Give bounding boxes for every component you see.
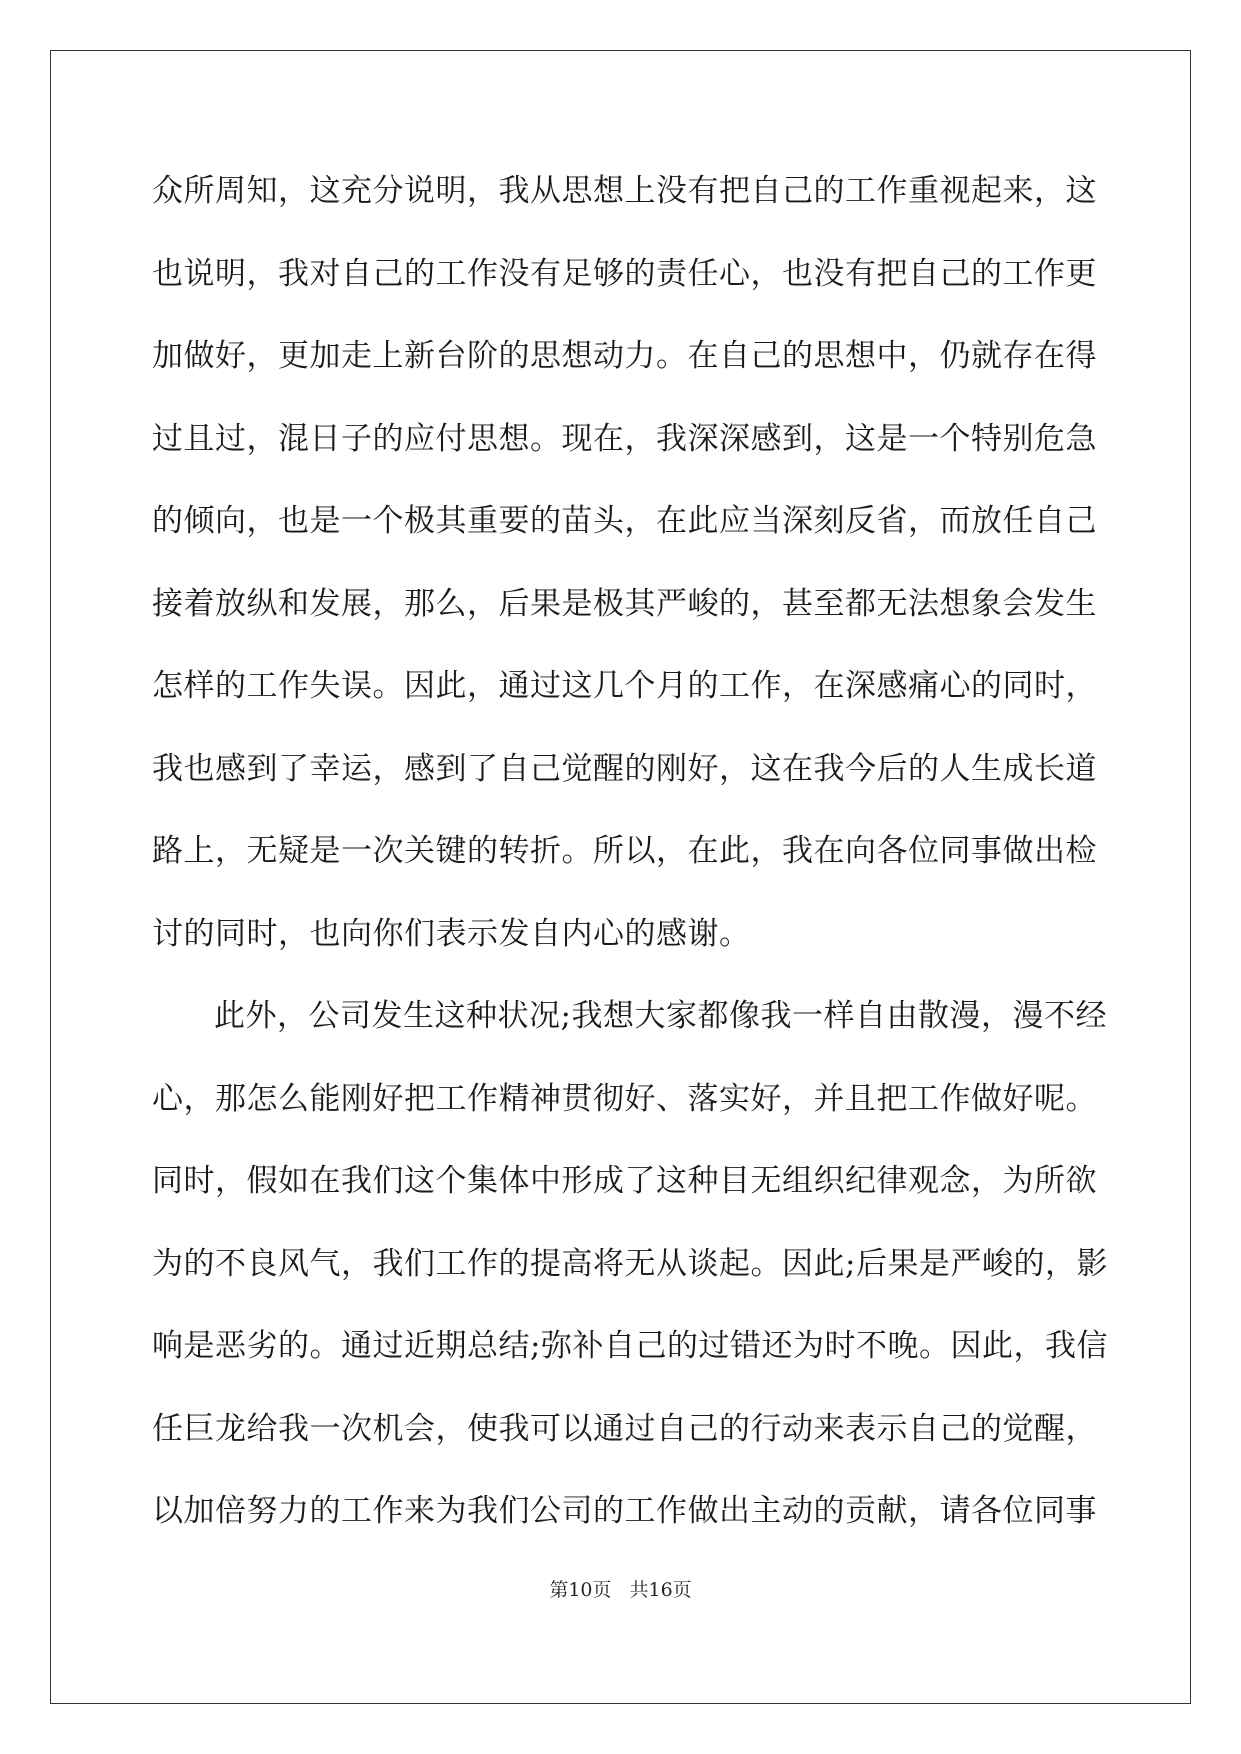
text-line: 讨的同时，也向你们表示发自内心的感谢。 bbox=[152, 915, 751, 952]
text-line: 响是恶劣的。通过近期总结;弥补自己的过错还为时不晚。因此，我信 bbox=[152, 1328, 1108, 1364]
text-line: 过且过，混日子的应付思想。现在，我深深感到，这是一个特别危急 bbox=[152, 420, 1097, 457]
text-line: 接着放纵和发展，那么，后果是极其严峻的，甚至都无法想象会发生 bbox=[152, 585, 1097, 622]
text-line: 的倾向，也是一个极其重要的苗头，在此应当深刻反省，而放任自己 bbox=[152, 503, 1097, 539]
text-line: 任巨龙给我一次机会，使我可以通过自己的行动来表示自己的觉醒， bbox=[152, 1410, 1097, 1447]
text-line: 同时，假如在我们这个集体中形成了这种目无组织纪律观念，为所欲 bbox=[152, 1163, 1097, 1199]
page-footer bbox=[0, 1575, 1241, 1602]
text-line: 路上，无疑是一次关键的转折。所以，在此，我在向各位同事做出检 bbox=[152, 833, 1097, 869]
text-line: 我也感到了幸运，感到了自己觉醒的刚好，这在我今后的人生成长道 bbox=[152, 750, 1097, 787]
page-number: 第10页 bbox=[549, 1579, 612, 1601]
page-total: 共16页 bbox=[629, 1579, 692, 1601]
text-line: 为的不良风气，我们工作的提高将无从谈起。因此;后果是严峻的，影 bbox=[152, 1245, 1108, 1282]
text-line: 此外，公司发生这种状况;我想大家都像我一样自由散漫，漫不经 bbox=[214, 998, 1107, 1034]
text-line: 心，那怎么能刚好把工作精神贯彻好、落实好，并且把工作做好呢。 bbox=[152, 1080, 1097, 1117]
text-line: 加做好，更加走上新台阶的思想动力。在自己的思想中，仍就存在得 bbox=[152, 338, 1097, 374]
text-line: 怎样的工作失误。因此，通过这几个月的工作，在深感痛心的同时， bbox=[152, 668, 1097, 704]
text-line: 众所周知，这充分说明，我从思想上没有把自己的工作重视起来，这 bbox=[152, 173, 1097, 209]
document-body bbox=[152, 156, 1108, 1559]
text-line: 以加倍努力的工作来为我们公司的工作做出主动的贡献，请各位同事 bbox=[152, 1493, 1097, 1529]
text-line: 也说明，我对自己的工作没有足够的责任心，也没有把自己的工作更 bbox=[152, 255, 1097, 292]
